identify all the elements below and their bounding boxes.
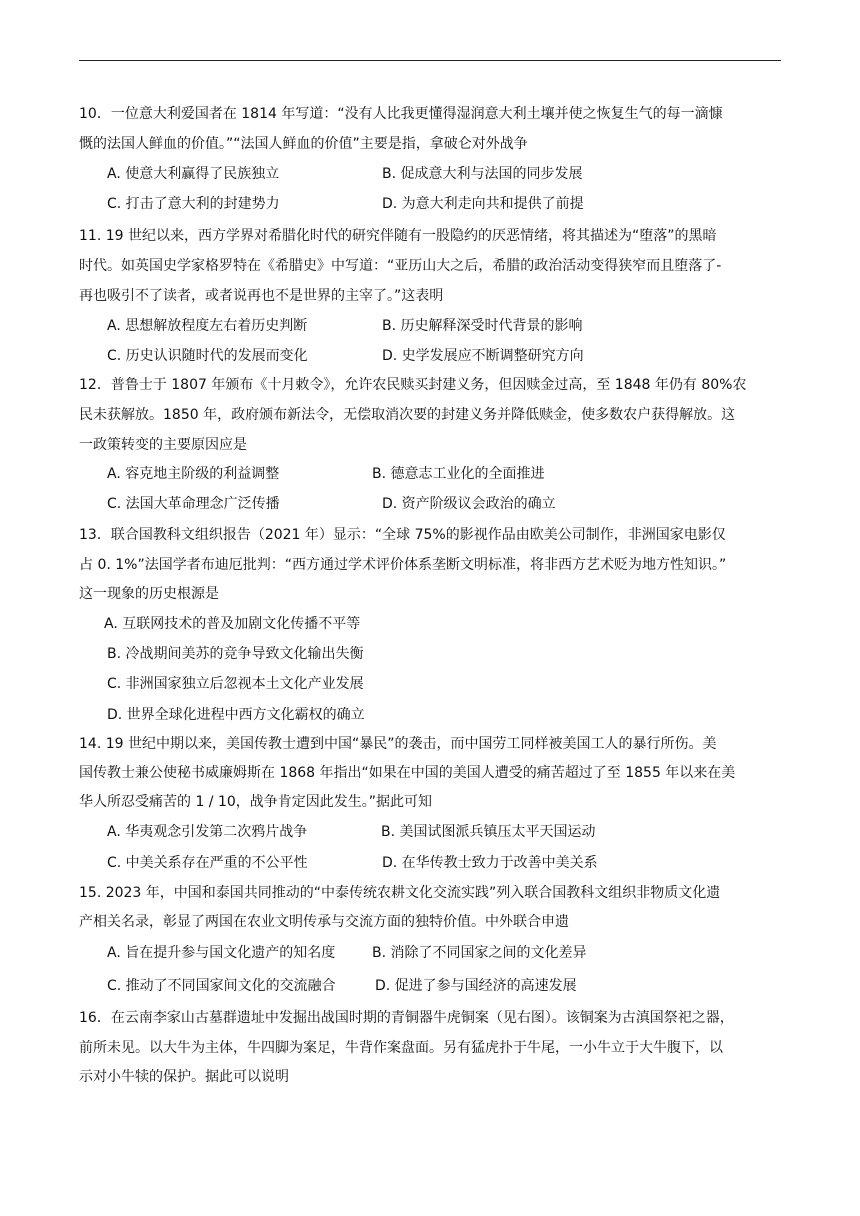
question-15-option-b: B. 消除了不同国家之间的文化差异: [372, 945, 587, 961]
question-10-stem-line-2: 慨的法国人鲜血的价值。”“法国人鲜血的价值”主要是指，拿破仑对外战争: [79, 136, 528, 152]
question-13-option-d: D. 世界全球化进程中西方文化霸权的确立: [107, 707, 365, 723]
question-13-option-c: C. 非洲国家独立后忽视本土文化产业发展: [107, 676, 364, 692]
question-14-stem-line-3: 华人所忍受痛苦的 1 / 10，战争肯定因此发生。”据此可知: [79, 794, 433, 810]
question-16-stem-line-1: 16．在云南李家山古墓群遗址中发掘出战国时期的青铜器牛虎铜案（见右图）。该铜案为古滇国祭祀之器，: [79, 1010, 734, 1026]
question-11-option-a: A. 思想解放程度左右着历史判断: [107, 318, 308, 334]
question-12-stem-line-3: 一政策转变的主要原因应是: [79, 437, 247, 453]
question-13-stem-line-3: 这一现象的历史根源是: [79, 586, 219, 602]
question-14-option-a: A. 华夷观念引发第二次鸦片战争: [107, 824, 308, 840]
question-12-stem-line-1: 12．普鲁士于 1807 年颁布《十月敕令》，允许农民赎买封建义务，但因赎金过高，至 1848 年仍有 80%农: [79, 377, 747, 393]
question-11-stem-line-2: 时代。如英国史学家格罗特在《希腊史》中写道：“亚历山大之后，希腊的政治活动变得狭窄而且堕落了-: [79, 258, 722, 274]
question-12-option-a: A. 容克地主阶级的利益调整: [107, 466, 280, 482]
question-15-option-d: D. 促进了参与国经济的高速发展: [375, 978, 577, 994]
question-14-option-d: D. 在华传教士致力于改善中美关系: [382, 855, 598, 871]
question-14-stem-line-1: 14. 19 世纪中期以来，美国传教士遭到中国“暴民”的袭击，而中国劳工同样被美国工人的暴行所伤。美: [79, 736, 717, 752]
question-15-option-c: C. 推动了不同国家间文化的交流融合: [107, 978, 336, 994]
question-11-option-c: C. 历史认识随时代的发展而变化: [107, 348, 308, 364]
question-10-option-b: B. 促成意大利与法国的同步发展: [382, 166, 583, 182]
question-12-option-c: C. 法国大革命理念广泛传播: [107, 496, 280, 512]
question-13-option-a: A. 互联网技术的普及加剧文化传播不平等: [104, 616, 361, 632]
question-14-stem-line-2: 国传教士兼公使秘书威廉姆斯在 1868 年指出“如果在中国的美国人遭受的痛苦超过了至 1855 年以来在美: [79, 765, 736, 781]
question-12-option-d: D. 资产阶级议会政治的确立: [382, 496, 556, 512]
question-15-stem-line-1: 15. 2023 年，中国和泰国共同推动的“中泰传统农耕文化交流实践”列入联合国教科文组织非物质文化遗: [79, 885, 721, 901]
question-10-option-c: C. 打击了意大利的封建势力: [107, 196, 280, 212]
question-16-stem-line-3: 示对小牛犊的保护。据此可以说明: [79, 1069, 289, 1085]
question-13-stem-line-1: 13．联合国教科文组织报告（2021 年）显示：“全球 75%的影视作品由欧美公司制作，非洲国家电影仅: [79, 527, 726, 543]
question-11-option-b: B. 历史解释深受时代背景的影响: [382, 318, 583, 334]
question-11-option-d: D. 史学发展应不断调整研究方向: [382, 348, 584, 364]
question-16-stem-line-2: 前所未见。以大牛为主体，牛四脚为案足，牛背作案盘面。另有猛虎扑于牛尾，一小牛立于大牛腹下，以: [79, 1040, 723, 1056]
question-14-option-c: C. 中美关系存在严重的不公平性: [107, 855, 308, 871]
question-15-stem-line-2: 产相关名录，彰显了两国在农业文明传承与交流方面的独特价值。中外联合申遗: [79, 914, 569, 930]
question-13-option-b: B. 冷战期间美苏的竞争导致文化输出失衡: [107, 646, 364, 662]
question-10-option-d: D. 为意大利走向共和提供了前提: [382, 196, 584, 212]
header-rule: [79, 60, 781, 61]
question-14-option-b: B. 美国试图派兵镇压太平天国运动: [381, 824, 596, 840]
question-12-stem-line-2: 民未获解放。1850 年，政府颁布新法令，无偿取消次要的封建义务并降低赎金，使多数农户获得解放。这: [79, 407, 736, 423]
question-11-stem-line-1: 11. 19 世纪以来，西方学界对希腊化时代的研究伴随有一股隐约的厌恶情绪，将其描述为“堕落”的黑暗: [79, 228, 717, 244]
question-11-stem-line-3: 再也吸引不了读者，或者说再也不是世界的主宰了。”这表明: [79, 288, 444, 304]
question-15-option-a: A. 旨在提升参与国文化遗产的知名度: [107, 945, 336, 961]
question-12-option-b: B. 德意志工业化的全面推进: [372, 466, 545, 482]
question-10-stem-line-1: 10．一位意大利爱国者在 1814 年写道：“没有人比我更懂得湿润意大利土壤并使之恢复生气的每一滴慷: [79, 106, 723, 122]
question-13-stem-line-2: 占 0. 1%”法国学者布迪厄批判：“西方通过学术评价体系垄断文明标准，将非西方艺术贬为地方性知识。”: [79, 557, 727, 573]
question-10-option-a: A. 使意大利赢得了民族独立: [107, 166, 280, 182]
